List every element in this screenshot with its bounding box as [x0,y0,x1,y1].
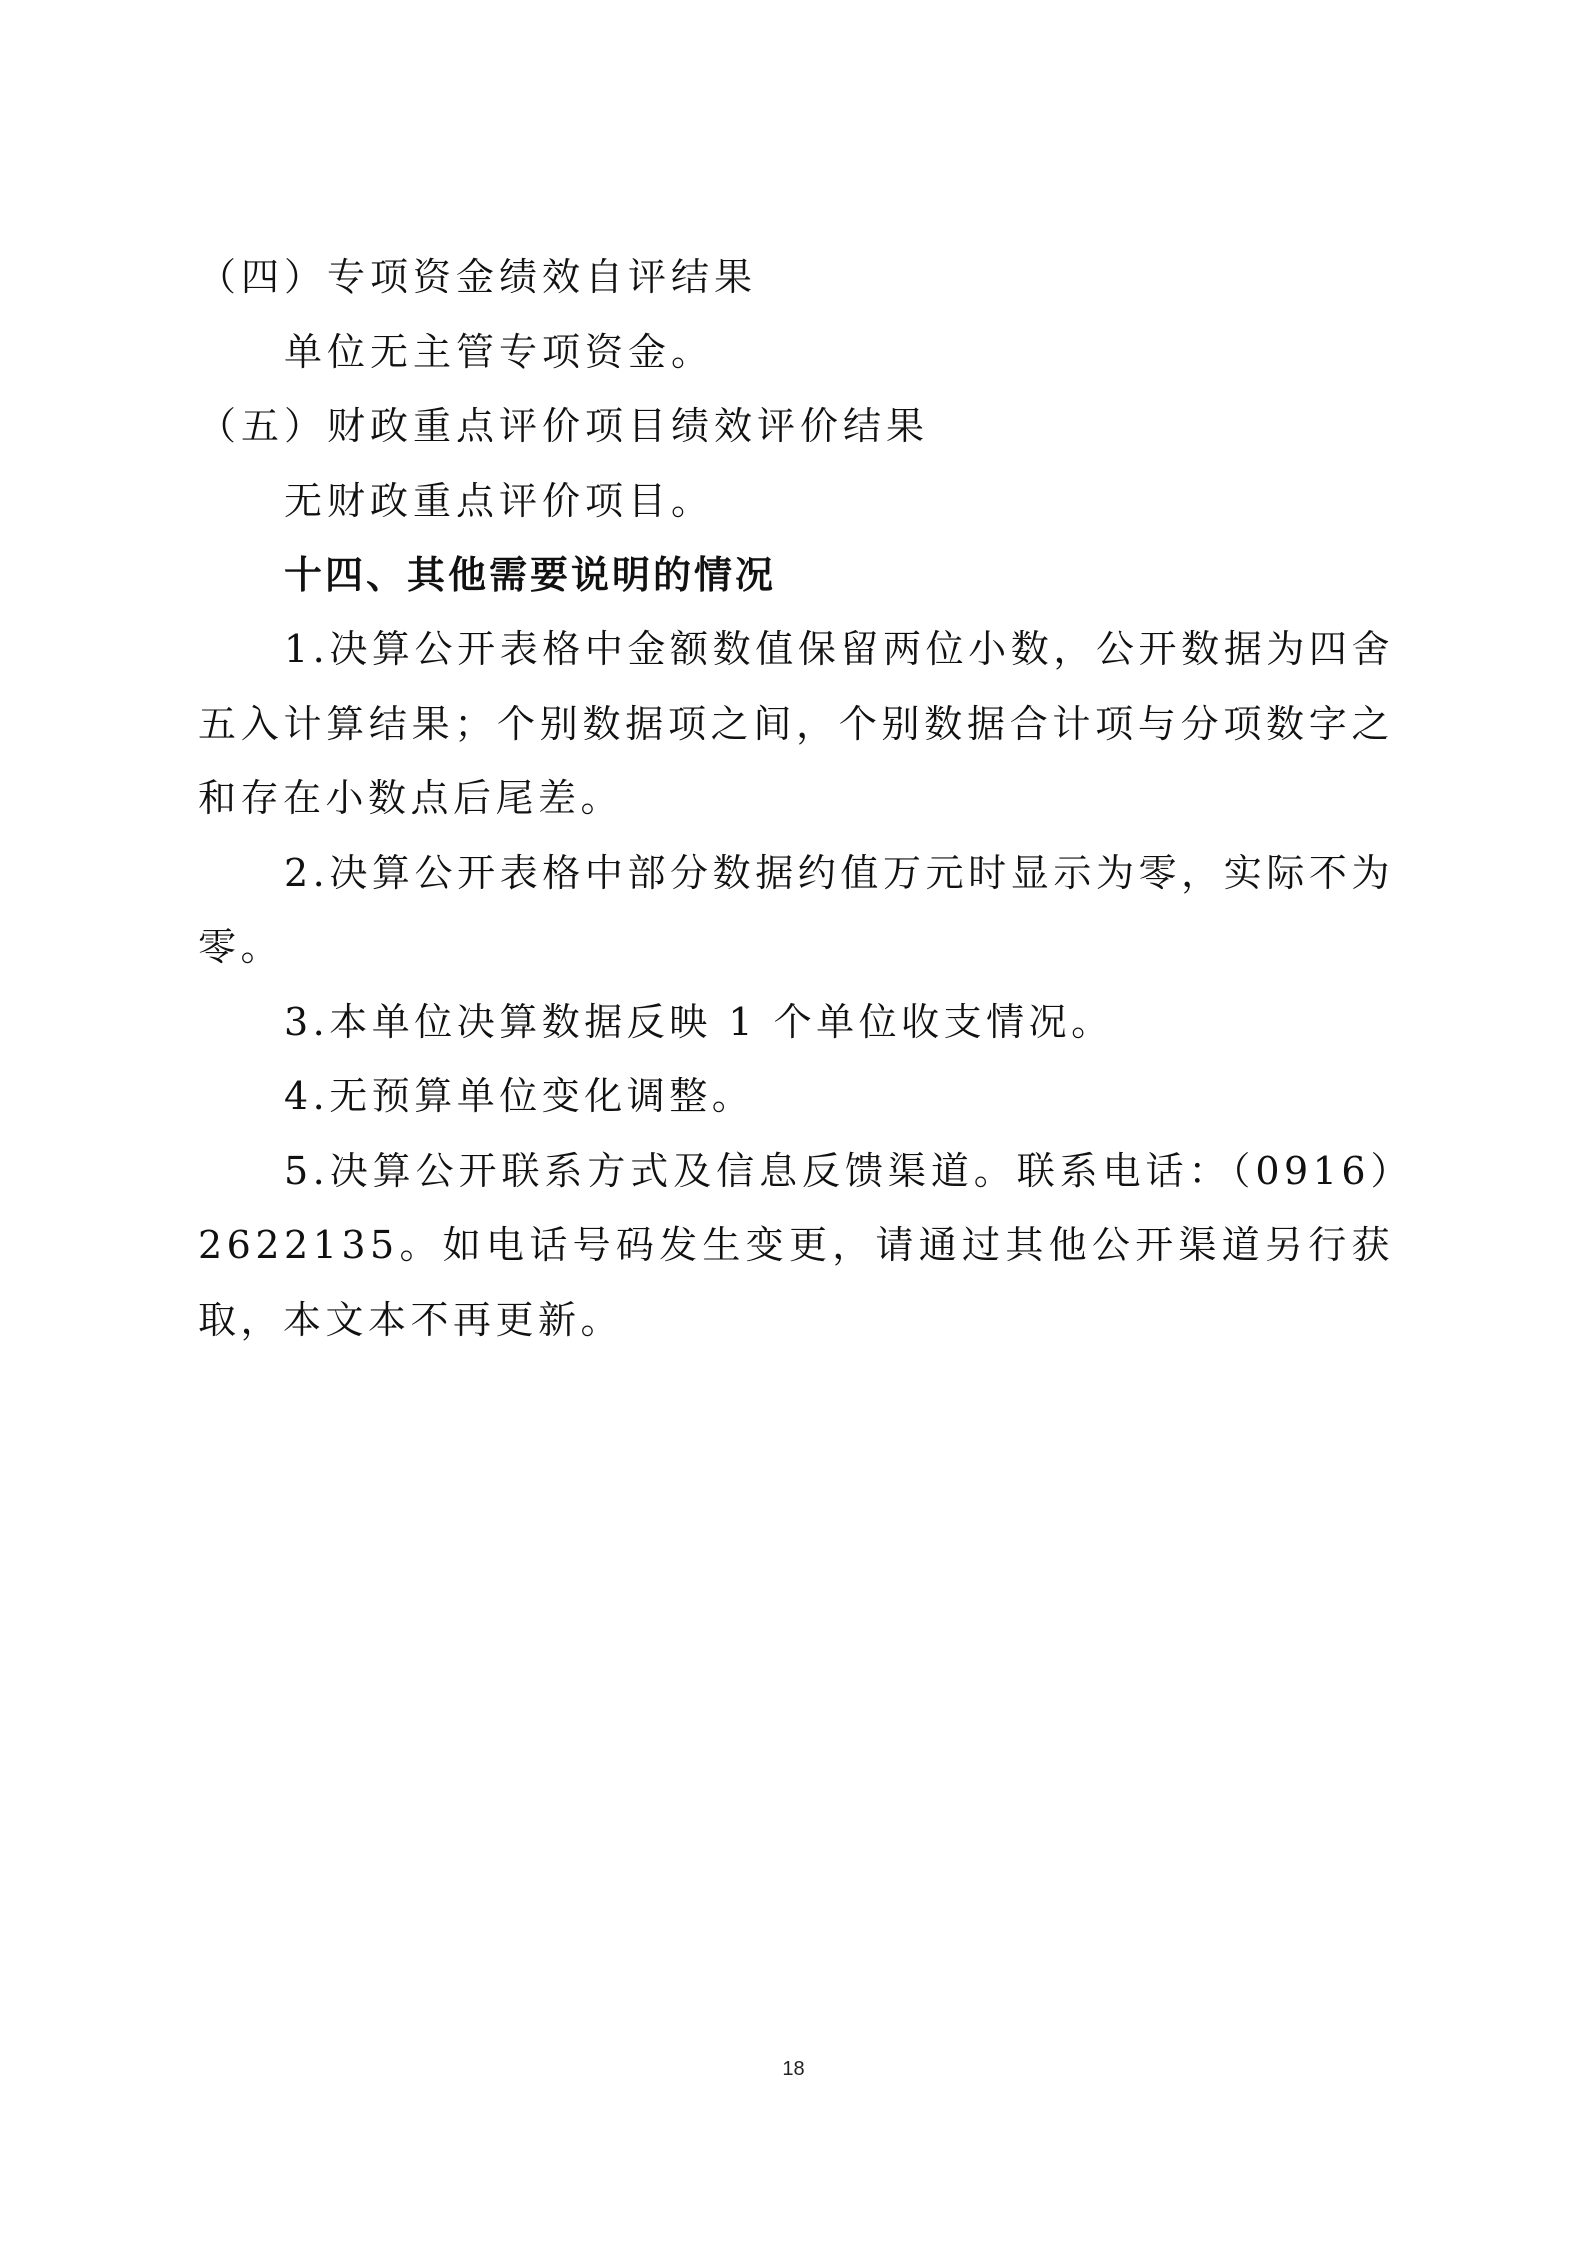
note-item-5: 5.决算公开联系方式及信息反馈渠道。联系电话：（0916）2622135。如电话号码发生变更，请通过其他公开渠道另行获取，本文本不再更新。 [198,1148,1394,1342]
notes-list [198,612,1394,1357]
text-no-special-funds: 单位无主管专项资金。 [284,329,715,374]
page-number: 18 [782,2058,805,2080]
subheading-key-evaluation: （五）财政重点评价项目绩效评价结果 [198,404,930,448]
section-heading-other-notes: 十四、其他需要说明的情况 [284,553,777,597]
document-body [198,240,1394,613]
note-item-4: 4.无预算单位变化调整。 [284,1074,755,1118]
text-no-key-evaluation: 无财政重点评价项目。 [284,478,715,523]
note-item-2: 2.决算公开表格中部分数据约值万元时显示为零，实际不为零。 [198,850,1394,969]
subheading-special-funds: （四）专项资金绩效自评结果 [198,255,758,299]
note-item-3: 3.本单位决算数据反映 1 个单位收支情况。 [284,999,1114,1044]
note-item-1: 1.决算公开表格中金额数值保留两位小数，公开数据为四舍五入计算结果；个别数据项之间，个别数据合计项与分项数字之和存在小数点后尾差。 [198,627,1394,820]
